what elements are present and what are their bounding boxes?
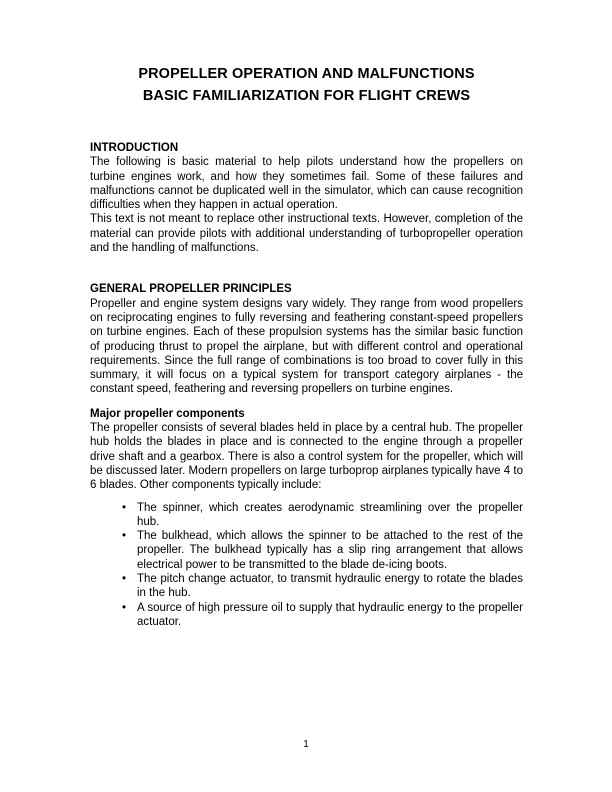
paragraph-principles: Propeller and engine system designs vary widely. They range from wood propellers on reciprocating engines to fully reversing and feathering constant-speed propellers on turbine engines. Each of these propulsion systems has the similar basic function of producing thrust to propel the airplane, but with different control and operational requirements. Since the full range of combinations is too broad to cover fully in this summary, it will focus on a typical system for transport category airplanes - the constant speed, feathering and reversing propellers on turbine engines. <box>90 297 523 396</box>
bullet-icon: • <box>122 501 127 514</box>
bullet-icon: • <box>122 601 127 614</box>
heading-major-propeller-components: Major propeller components <box>90 407 245 420</box>
paragraph-intro-2: This text is not meant to replace other instructional texts. However, completion of the material can provide pilots with additional understanding of turbopropeller operation and the handling of malfunctions. <box>90 213 523 255</box>
page-number: 1 <box>303 739 309 750</box>
components-bullet-list <box>90 501 523 630</box>
heading-general-propeller-principles: GENERAL PROPELLER PRINCIPLES <box>90 283 292 296</box>
paragraph-components: The propeller consists of several blades held in place by a central hub. The propeller hub holds the blades in place and is connected to the engine through a propeller drive shaft and a gearbox. There is also a control system for the propeller, which will be discussed later. Modern propellers on large turboprop airplanes typically have 4 to 6 blades. Other components typically include: <box>90 422 523 492</box>
list-item-text: A source of high pressure oil to supply that hydraulic energy to the propeller actuator. <box>137 601 523 628</box>
document-title <box>90 63 523 107</box>
paragraph-intro-1: The following is basic material to help pilots understand how the propellers on turbine engines work, and how they sometimes fail. Some of these failures and malfunctions cannot be duplicated well in the simulator, which can cause recognition difficulties when they happen in actual operation. <box>90 156 523 212</box>
list-item-text: The pitch change actuator, to transmit hydraulic energy to rotate the blades in the hub. <box>137 573 523 600</box>
list-item-text: The spinner, which creates aerodynamic streamlining over the propeller hub. <box>137 501 523 528</box>
list-item <box>90 529 523 572</box>
list-item-text: The bulkhead, which allows the spinner to be attached to the rest of the propeller. The bulkhead typically has a slip ring arrangement that allows electrical power to be transmitted to the blade de-icing boots. <box>137 530 523 571</box>
document-title-line1: PROPELLER OPERATION AND MALFUNCTIONS <box>138 66 475 82</box>
document-title-line2: BASIC FAMILIARIZATION FOR FLIGHT CREWS <box>142 88 471 104</box>
bullet-icon: • <box>122 573 127 586</box>
heading-introduction: INTRODUCTION <box>90 142 179 154</box>
page-content <box>90 63 523 629</box>
list-item <box>90 572 523 601</box>
list-item <box>90 501 523 530</box>
list-item <box>90 601 523 630</box>
bullet-icon: • <box>122 530 127 543</box>
